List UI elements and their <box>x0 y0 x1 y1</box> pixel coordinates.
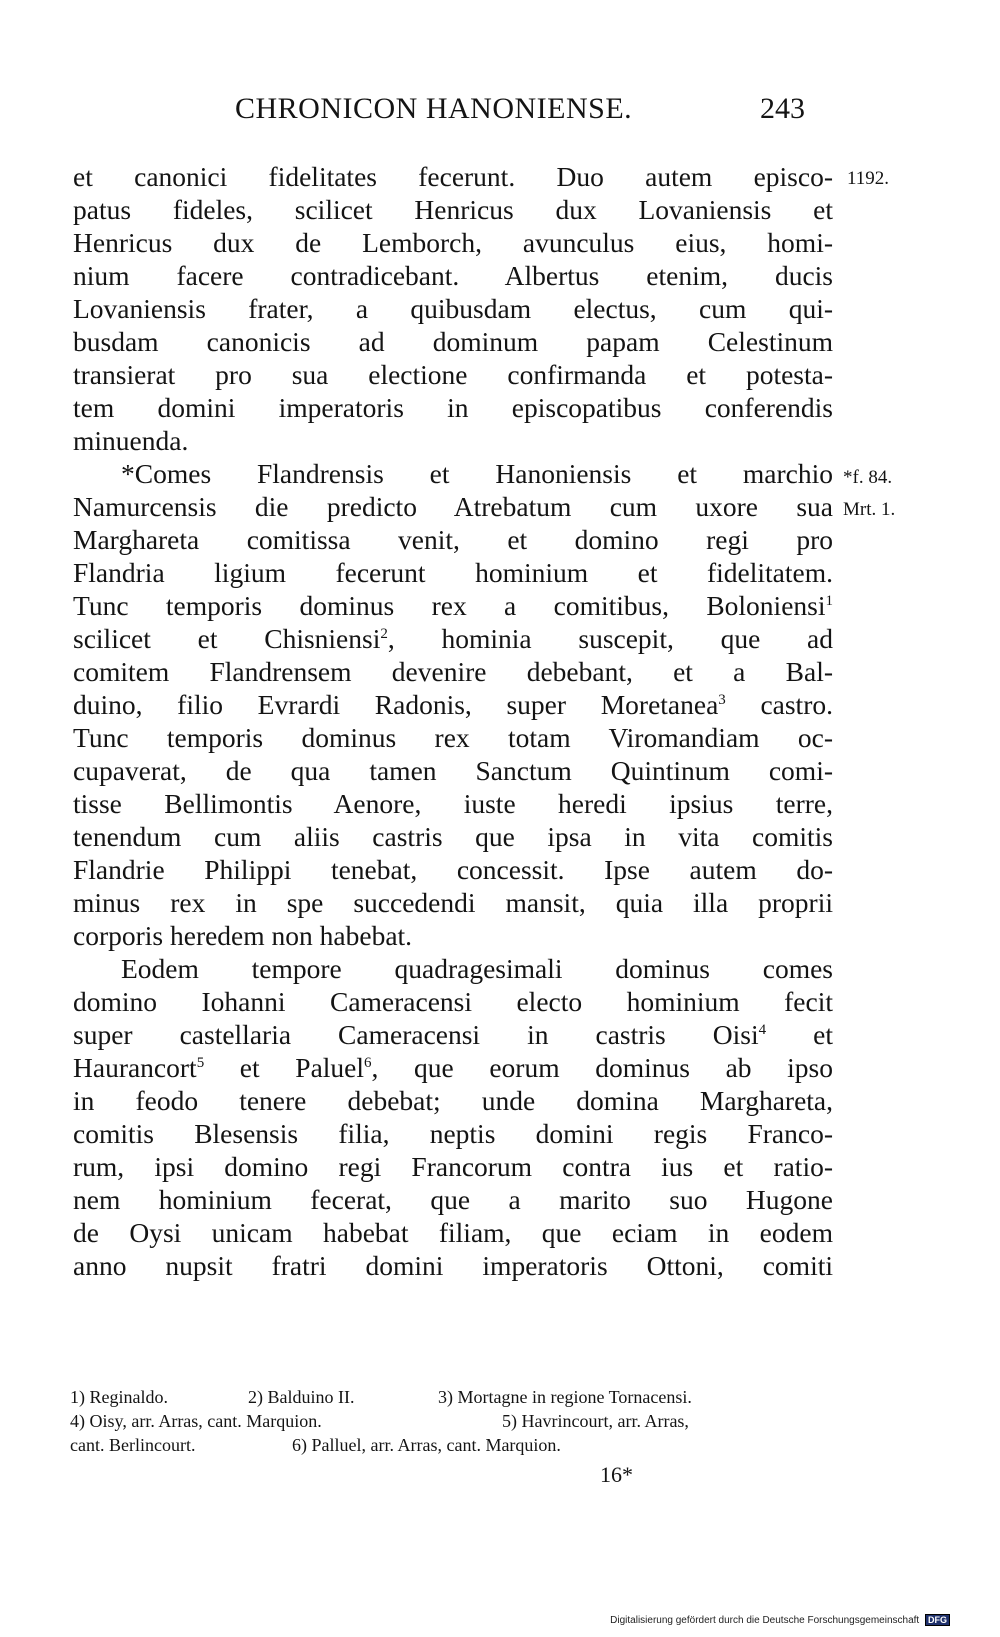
footnote: 5) Havrincourt, arr. Arras, <box>502 1411 689 1431</box>
footnote-ref: 6 <box>364 1054 372 1071</box>
footnote: 6) Palluel, arr. Arras, cant. Marquion. <box>292 1435 561 1455</box>
text-line: Namurcensis die predicto Atrebatum cum uxore sua <box>73 491 833 522</box>
text-line: domino Iohanni Cameracensi electo hominium fecit <box>73 986 833 1017</box>
text-line: patus fideles, scilicet Henricus dux Lovaniensis et <box>73 194 833 225</box>
text-line <box>73 1051 833 1084</box>
text-line: in feodo tenere debebat; unde domina Marghareta, <box>73 1085 833 1116</box>
text-line: comitis Blesensis filia, neptis domini regis Franco- <box>73 1118 833 1149</box>
footnote: 4) Oisy, arr. Arras, cant. Marquion. <box>70 1411 322 1431</box>
text-line: cupaverat, de qua tamen Sanctum Quintinum comi- <box>73 755 833 786</box>
text-line: nium facere contradicebant. Albertus etenim, ducis <box>73 260 833 291</box>
text-line <box>73 589 833 622</box>
footnote-ref: 2 <box>380 625 388 642</box>
footnote-ref: 4 <box>758 1021 767 1038</box>
text-line: tem domini imperatoris in episcopatibus conferendis <box>73 392 833 423</box>
text-segment: , hominia suscepit, que ad <box>387 623 833 654</box>
text-line: Henricus dux de Lemborch, avunculus eius, homi- <box>73 227 833 258</box>
text-segment: et <box>766 1019 833 1050</box>
running-title: CHRONICON HANONIENSE. <box>235 92 633 125</box>
footnote: 3) Mortagne in regione Tornacensi. <box>438 1387 692 1407</box>
margin-note-month: Mrt. 1. <box>843 499 896 520</box>
footnote: cant. Berlincourt. <box>70 1435 196 1455</box>
text-line: corporis heredem non habebat. <box>73 920 413 951</box>
text-line: Eodem tempore quadragesimali dominus comes <box>121 953 833 984</box>
text-line: Lovaniensis frater, a quibusdam electus, cum qui- <box>73 293 833 324</box>
text-line: tisse Bellimontis Aenore, iuste heredi ipsius terre, <box>73 788 833 819</box>
footnote-line <box>70 1434 860 1456</box>
text-line: anno nupsit fratri domini imperatoris Ottoni, comiti <box>73 1250 833 1281</box>
text-line: minuenda. <box>73 425 189 456</box>
text-line: Marghareta comitissa venit, et domino regi pro <box>73 524 833 555</box>
credit-text: Digitalisierung gefördert durch die Deutsche Forschungsgemeinschaft <box>610 1615 920 1626</box>
footnote: 1) Reginaldo. <box>70 1387 168 1407</box>
text-segment: duino, filio Evrardi Radonis, super Moretanea <box>73 689 719 720</box>
page-number: 243 <box>760 92 805 125</box>
footnote-ref: 5 <box>196 1054 205 1071</box>
footnote-ref: 1 <box>825 592 833 609</box>
text-line <box>73 622 833 655</box>
text-line: Tunc temporis dominus rex totam Viromandiam oc- <box>73 722 833 753</box>
text-line: busdam canonicis ad dominum papam Celestinum <box>73 326 833 357</box>
footnote: 2) Balduino II. <box>248 1387 355 1407</box>
dfg-logo-icon: DFG <box>925 1614 950 1626</box>
text-line: et canonici fidelitates fecerunt. Duo autem episco- <box>73 161 833 192</box>
text-line: transierat pro sua electione confirmanda et potesta- <box>73 359 833 390</box>
text-line: Flandrie Philippi tenebat, concessit. Ipse autem do- <box>73 854 833 885</box>
text-line: *Comes Flandrensis et Hanoniensis et marchio <box>121 458 833 489</box>
text-line: tenendum cum aliis castris que ipsa in vita comitis <box>73 821 833 852</box>
text-line: rum, ipsi domino regi Francorum contra ius et ratio- <box>73 1151 833 1182</box>
text-segment: Haurancort <box>73 1052 197 1083</box>
text-line: Flandria ligium fecerunt hominium et fidelitatem. <box>73 557 833 588</box>
text-segment: Tunc temporis dominus rex a comitibus, Boloniensi <box>73 590 826 621</box>
text-segment: , que eorum dominus ab ipso <box>371 1052 833 1083</box>
footnote-ref: 3 <box>718 691 726 708</box>
text-line <box>73 688 833 721</box>
text-line: de Oysi unicam habebat filiam, que eciam in eodem <box>73 1217 833 1248</box>
digitization-credit <box>610 1614 950 1626</box>
text-segment: et Paluel <box>204 1052 365 1083</box>
margin-note-year: 1192. <box>847 168 890 189</box>
text-segment: castro. <box>725 689 833 720</box>
text-segment: super castellaria Cameracensi in castris Oisi <box>73 1019 759 1050</box>
footnote-line <box>70 1410 860 1432</box>
signature-mark: 16* <box>600 1462 633 1487</box>
text-line: comitem Flandrensem devenire debebant, et a Bal- <box>73 656 833 687</box>
footnote-line <box>70 1386 860 1408</box>
text-line: nem hominium fecerat, que a marito suo Hugone <box>73 1184 833 1215</box>
text-line <box>73 1018 833 1051</box>
text-line: minus rex in spe succedendi mansit, quia illa proprii <box>73 887 833 918</box>
text-segment: scilicet et Chisniensi <box>73 623 381 654</box>
margin-note-feast: *f. 84. <box>843 467 893 488</box>
